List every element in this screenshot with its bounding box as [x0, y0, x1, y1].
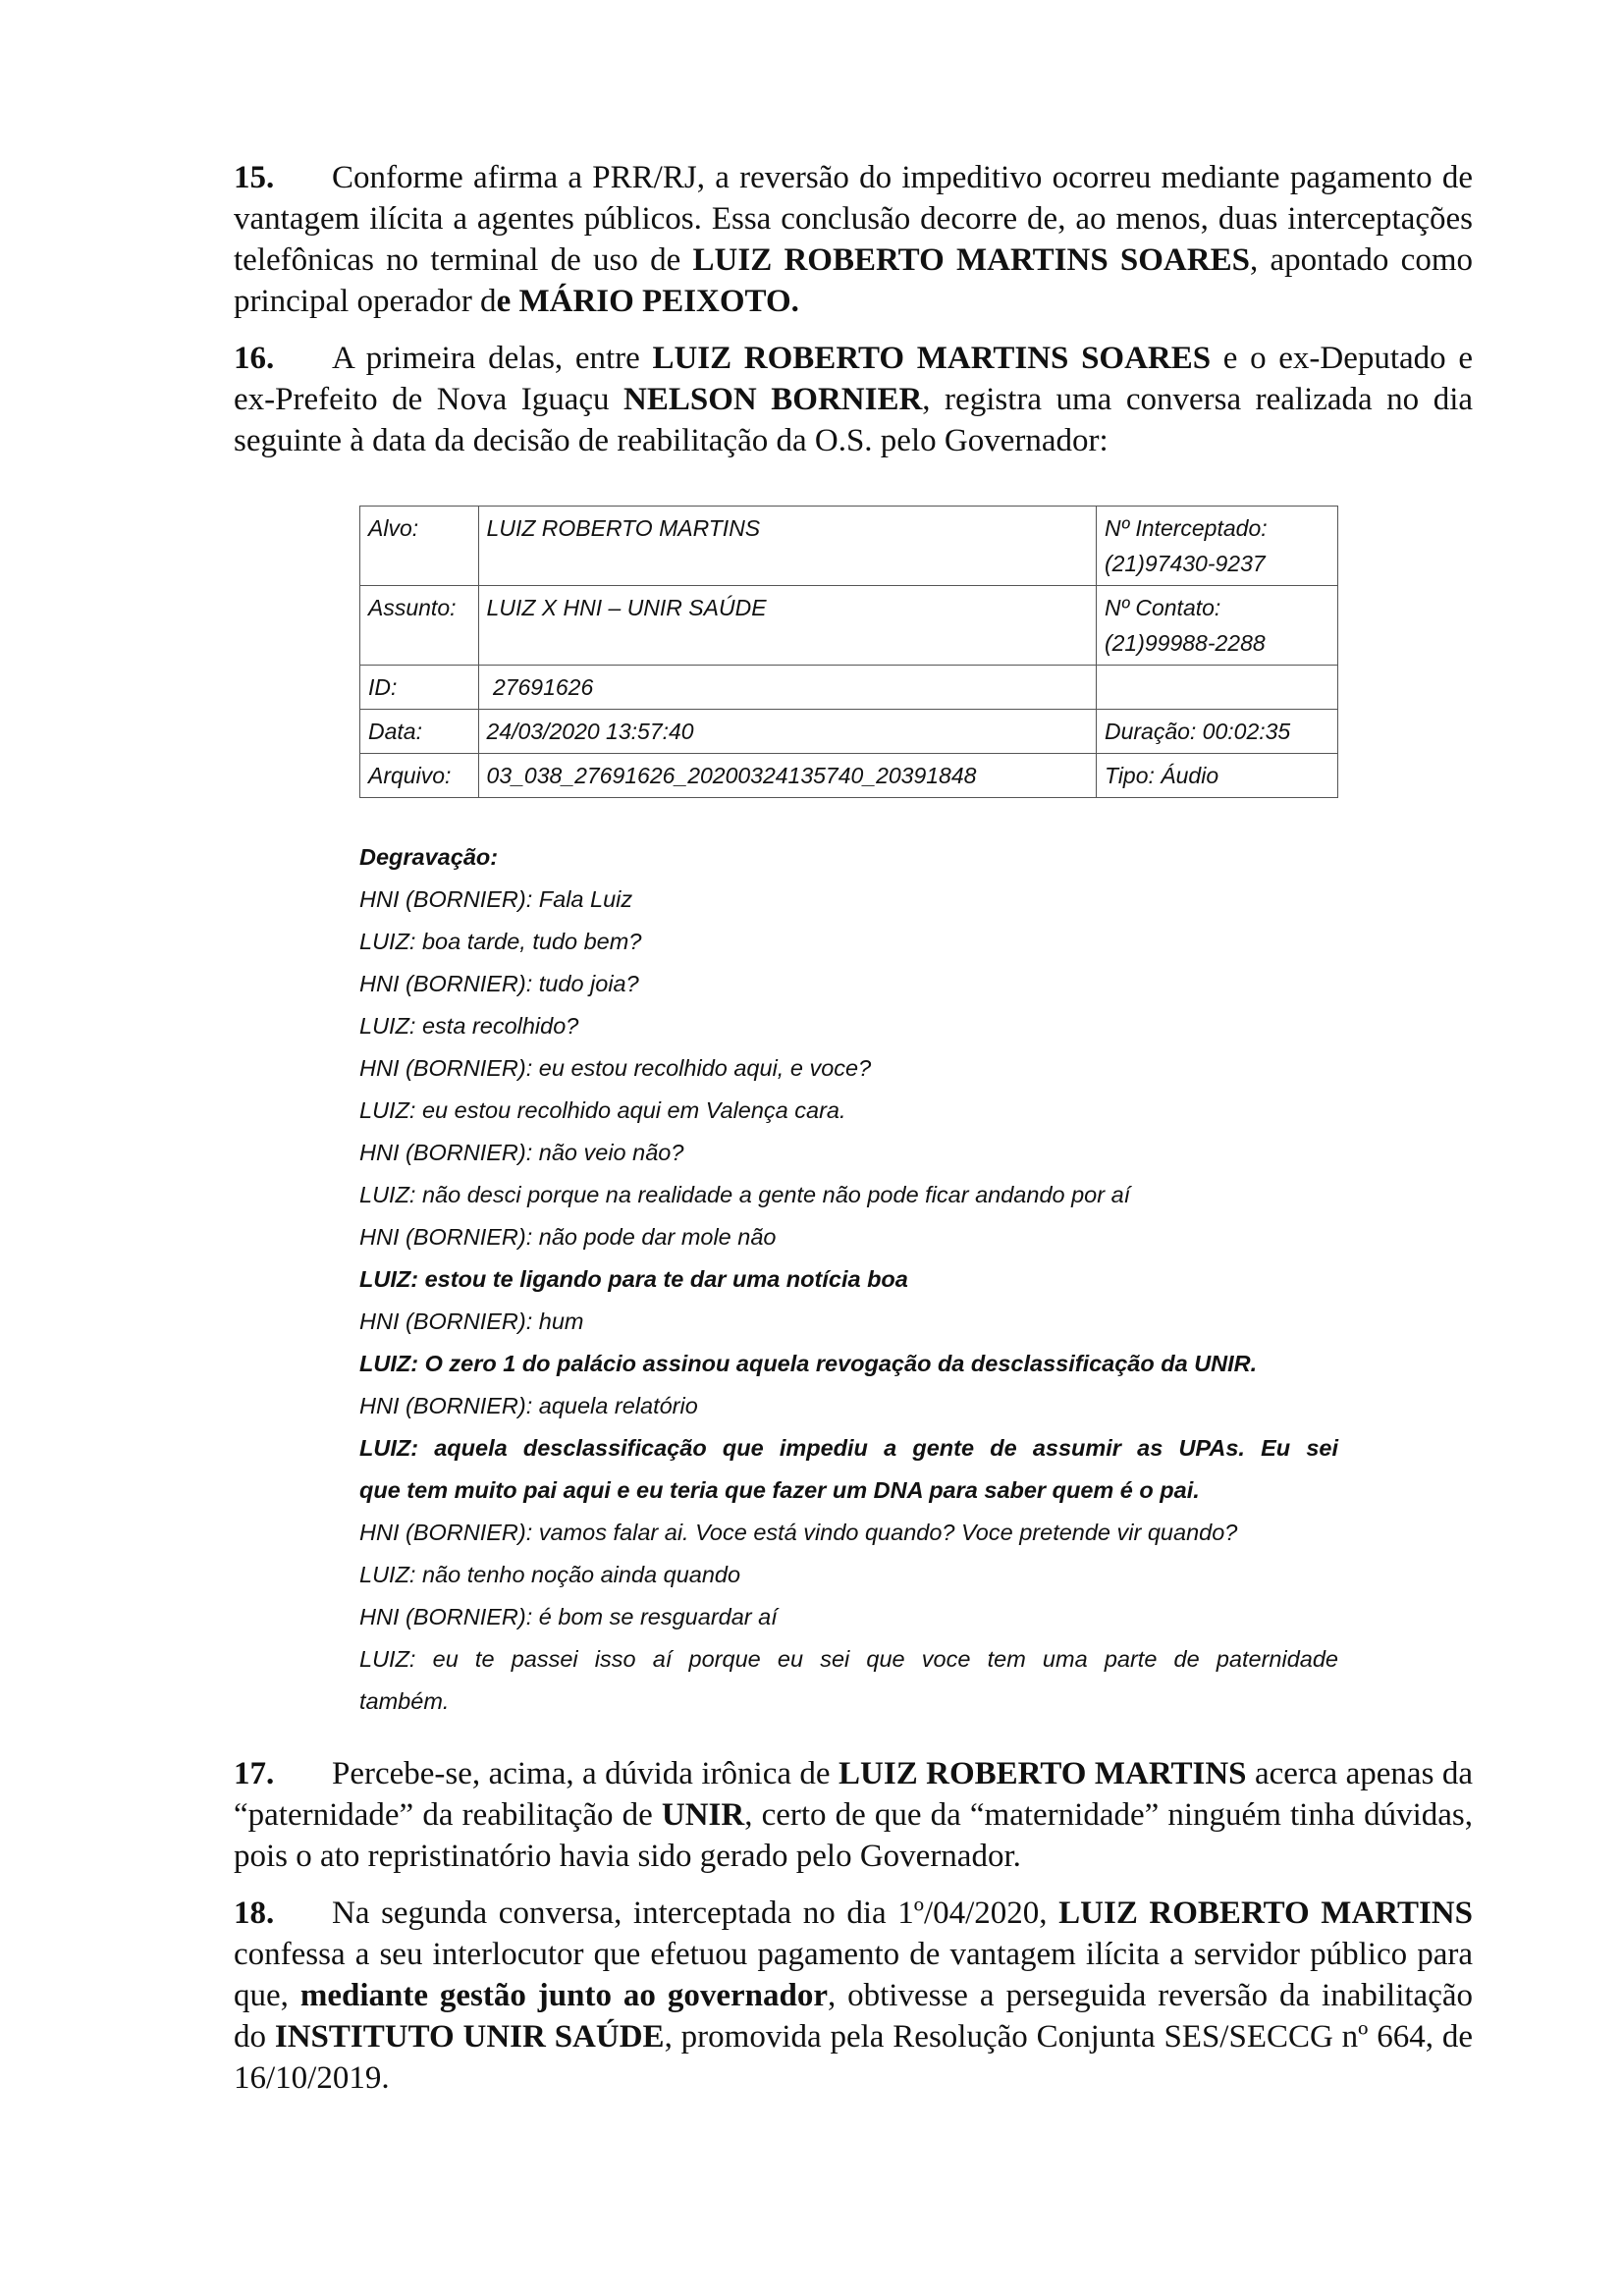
transcript-line: HNI (BORNIER): não veio não?	[359, 1140, 684, 1165]
transcript-line: HNI (BORNIER): é bom se resguardar aí	[359, 1604, 778, 1629]
transcript-line: LUIZ: não tenho noção ainda quando	[359, 1562, 741, 1587]
alvo-label: Alvo:	[360, 507, 479, 586]
table-row	[360, 507, 1338, 586]
paragraph-17: 17. Percebe-se, acima, a dúvida irônica de LUIZ ROBERTO MARTINS acerca apenas da “paternidade” da reabilitação de UNIR, certo de que da “maternidade” ninguém tinha dúvidas, pois o ato repristinatório havia sido gerado pelo Governador.	[234, 1753, 1473, 1877]
paragraph-18: 18. Na segunda conversa, interceptada no dia 1º/04/2020, LUIZ ROBERTO MARTINS confessa a seu interlocutor que efetuou pagamento de vantagem ilícita a servidor público para que, mediante gestão junto ao governador, obtivesse a perseguida reversão da inabilitação do INSTITUTO UNIR SAÚDE, promovida pela Resolução Conjunta SES/SECCG nº 664, de 16/10/2019.	[234, 1893, 1473, 2099]
paragraph-number: 16.	[234, 341, 275, 376]
table-row	[360, 710, 1338, 754]
transcript-line: LUIZ: não desci porque na realidade a gente não pode ficar andando por aí	[359, 1182, 1131, 1207]
tipo-value: Tipo: Áudio	[1096, 754, 1337, 798]
table-row	[360, 586, 1338, 666]
id-label: ID:	[360, 666, 479, 710]
table-row	[360, 666, 1338, 710]
transcript-line: LUIZ: estou te ligando para te dar uma notícia boa	[359, 1266, 908, 1292]
transcript-line: LUIZ: eu estou recolhido aqui em Valença cara.	[359, 1097, 846, 1123]
interceptado-cell	[1096, 507, 1337, 586]
paragraph-number: 15.	[234, 160, 275, 195]
transcript-line: LUIZ: O zero 1 do palácio assinou aquela revogação da desclassificação da UNIR.	[359, 1351, 1258, 1376]
transcript-line: HNI (BORNIER): eu estou recolhido aqui, e voce?	[359, 1055, 872, 1081]
contato-cell	[1096, 586, 1337, 666]
transcript-line: HNI (BORNIER): não pode dar mole não	[359, 1224, 777, 1250]
table-row	[360, 754, 1338, 798]
paragraph-number: 18.	[234, 1896, 275, 1931]
transcript-line: também.	[359, 1688, 450, 1714]
transcript-line: que tem muito pai aqui e eu teria que fazer um DNA para saber quem é o pai.	[359, 1477, 1200, 1503]
data-label: Data:	[360, 710, 479, 754]
transcript-line: HNI (BORNIER): vamos falar ai. Voce está vindo quando? Voce pretende vir quando?	[359, 1520, 1238, 1545]
empty-cell	[1096, 666, 1337, 710]
transcript-line: HNI (BORNIER): tudo joia?	[359, 971, 639, 996]
id-value: 27691626	[478, 666, 1096, 710]
interceptado-label: Nº Interceptado:	[1104, 515, 1268, 541]
transcript-line: LUIZ: eu te passei isso aí porque eu sei que voce tem uma parte de paternidade	[359, 1646, 1338, 1672]
transcript-title: Degravação:	[359, 844, 499, 870]
alvo-value: LUIZ ROBERTO MARTINS	[478, 507, 1096, 586]
paragraph-15: 15. Conforme afirma a PRR/RJ, a reversão do impeditivo ocorreu mediante pagamento de vantagem ilícita a agentes públicos. Essa conclusão decorre de, ao menos, duas interceptações telefônicas no terminal de uso de LUIZ ROBERTO MARTINS SOARES, apontado como principal operador de MÁRIO PEIXOTO.	[234, 157, 1473, 322]
arquivo-label: Arquivo:	[360, 754, 479, 798]
transcript-line: HNI (BORNIER): Fala Luiz	[359, 886, 633, 912]
paragraph-16: 16. A primeira delas, entre LUIZ ROBERTO MARTINS SOARES e o ex-Deputado e ex-Prefeito de Nova Iguaçu NELSON BORNIER, registra uma conversa realizada no dia seguinte à data da decisão de reabilitação da O.S. pelo Governador:	[234, 338, 1473, 461]
contato-value: (21)99988-2288	[1104, 630, 1266, 656]
duracao-value: Duração: 00:02:35	[1096, 710, 1337, 754]
interception-metadata-table	[359, 506, 1338, 798]
transcript-line: LUIZ: esta recolhido?	[359, 1013, 579, 1039]
data-value: 24/03/2020 13:57:40	[478, 710, 1096, 754]
paragraph-number: 17.	[234, 1756, 275, 1791]
transcript-line: LUIZ: boa tarde, tudo bem?	[359, 929, 642, 954]
assunto-label: Assunto:	[360, 586, 479, 666]
assunto-value: LUIZ X HNI – UNIR SAÚDE	[478, 586, 1096, 666]
transcript	[359, 836, 1338, 1723]
contato-label: Nº Contato:	[1104, 595, 1221, 620]
transcript-line: LUIZ: aquela desclassificação que impediu a gente de assumir as UPAs. Eu sei	[359, 1435, 1338, 1461]
interceptado-value: (21)97430-9237	[1104, 551, 1266, 576]
arquivo-value: 03_038_27691626_20200324135740_20391848	[478, 754, 1096, 798]
transcript-line: HNI (BORNIER): aquela relatório	[359, 1393, 698, 1418]
transcript-line: HNI (BORNIER): hum	[359, 1308, 584, 1334]
